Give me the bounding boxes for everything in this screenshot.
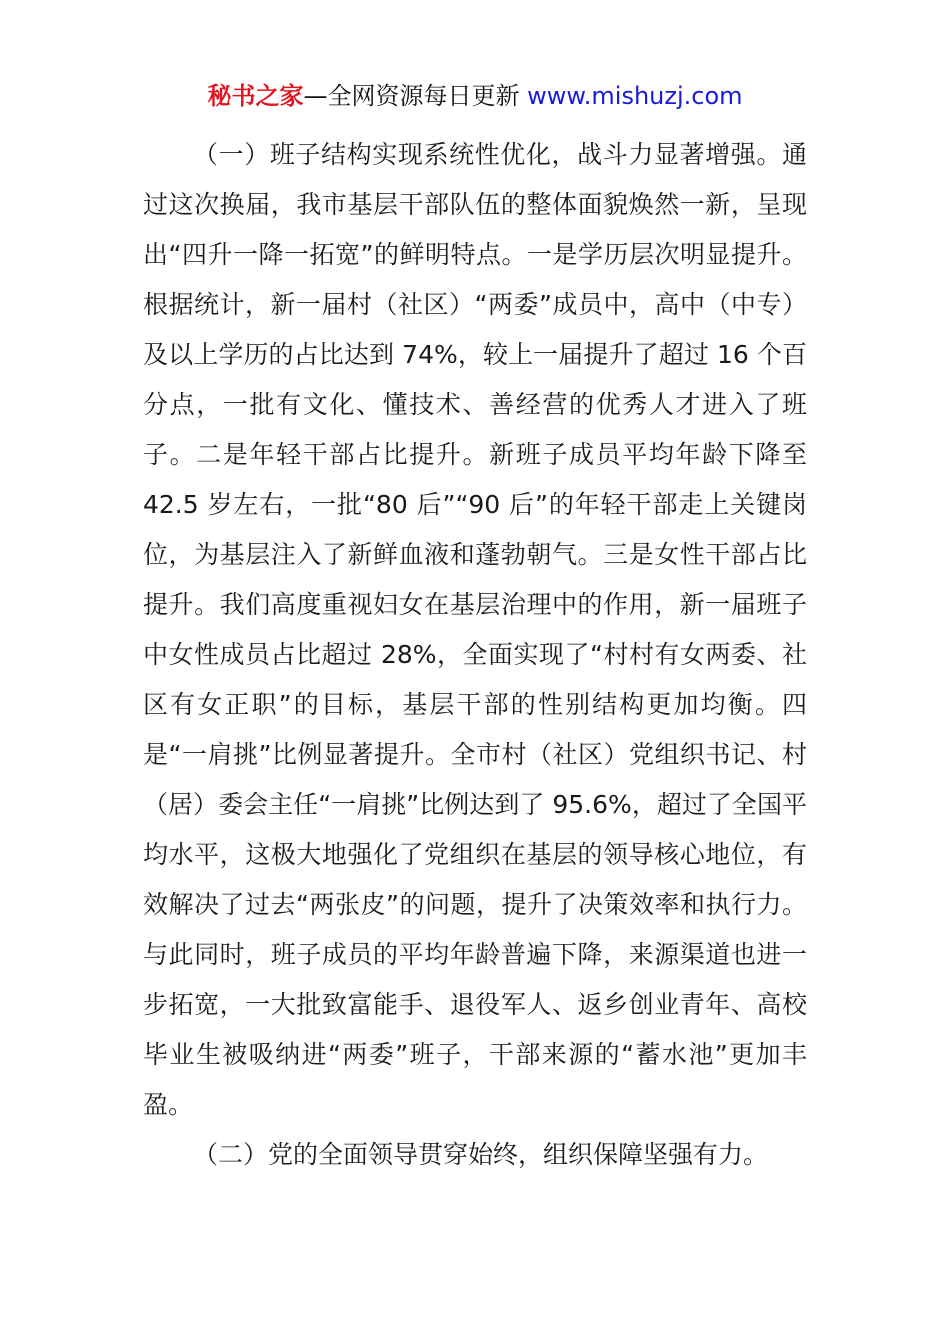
site-tagline: —全网资源每日更新 <box>303 82 520 110</box>
site-url-link[interactable]: www.mishuzj.com <box>527 82 743 110</box>
site-header <box>0 80 950 112</box>
paragraph-section-two: （二）党的全面领导贯穿始终，组织保障坚强有力。 <box>193 1140 769 1169</box>
site-brand: 秘书之家 <box>207 82 304 110</box>
paragraph-section-one: （一）班子结构实现系统性优化，战斗力显著增强。通过这次换届，我市基层干部队伍的整体面貌焕然一新，呈现出“四升一降一拓宽”的鲜明特点。一是学历层次明显提升。根据统计，新一届村（社区）“两委”成员中，高中（中专）及以上学历的占比达到 74%，较上一届提升了超过 16 个百分点，一批有文化、懂技术、善经营的优秀人才进入了班子。二是年轻干部占比提升。新班子成员平均年龄下降至 42.5 岁左右，一批“80 后”“90 后”的年轻干部走上关键岗位，为基层注入了新鲜血液和蓬勃朝气。三是女性干部占比提升。我们高度重视妇女在基层治理中的作用，新一届班子中女性成员占比超过 28%，全面实现了“村村有女两委、社区有女正职”的目标，基层干部的性别结构更加均衡。四是“一肩挑”比例显著提升。全市村（社区）党组织书记、村（居）委会主任“一肩挑”比例达到了 95.6%，超过了全国平均水平，这极大地强化了党组织在基层的领导核心地位，有效解决了过去“两张皮”的问题，提升了决策效率和执行力。与此同时，班子成员的平均年龄普遍下降，来源渠道也进一步拓宽，一大批致富能手、退役军人、返乡创业青年、高校毕业生被吸纳进“两委”班子，干部来源的“蓄水池”更加丰盈。 <box>143 140 807 1119</box>
document-body <box>143 130 807 1180</box>
